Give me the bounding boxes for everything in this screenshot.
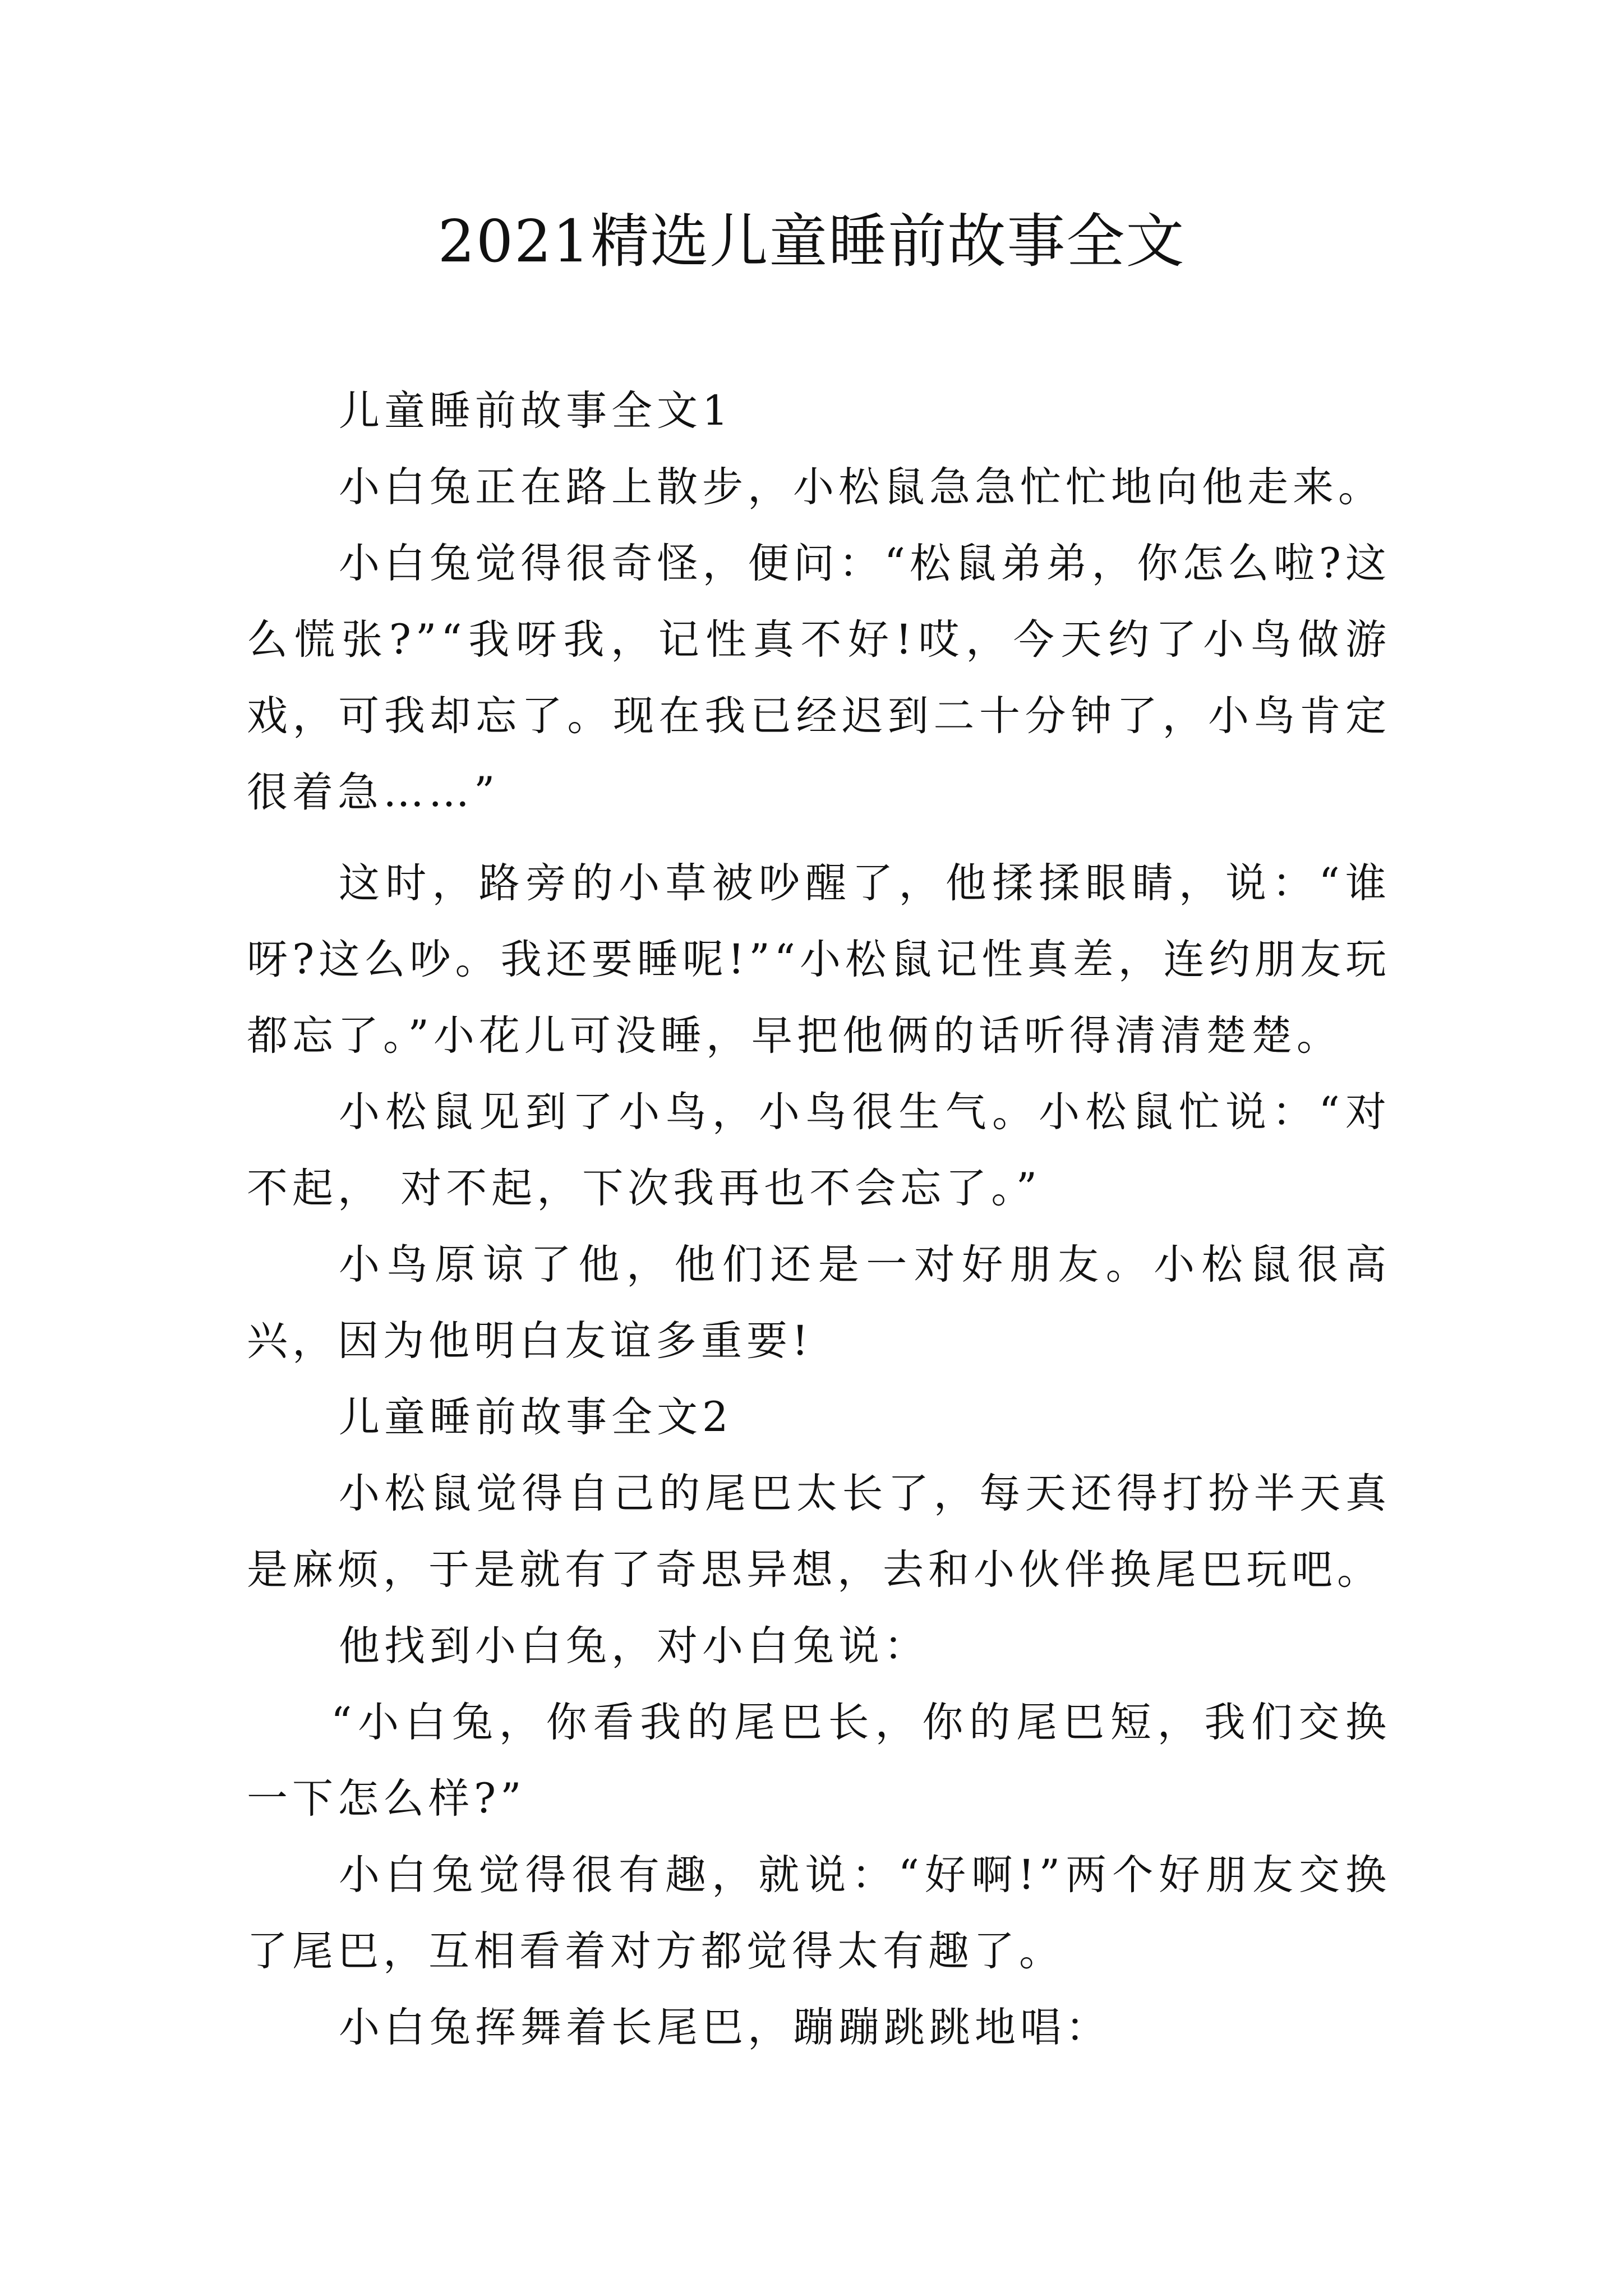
paragraph: 小白兔正在路上散步，小松鼠急急忙忙地向他走来。 [339,463,1384,511]
section-heading-1: 儿童睡前故事全文1 [339,387,733,435]
section-heading-2: 儿童睡前故事全文2 [339,1393,733,1441]
paragraph: 小松鼠见到了小鸟，小鸟很生气。小松鼠忙说：“对不起， 对不起，下次我再也不会忘了。” [247,1088,1391,1212]
paragraph: 小鸟原谅了他，他们还是一对好朋友。小松鼠很高兴，因为他明白友谊多重要! [247,1241,1391,1365]
paragraph: 他找到小白兔，对小白兔说： [339,1622,929,1670]
paragraph: “小白兔，你看我的尾巴长，你的尾巴短，我们交换一下怎么样?” [247,1699,1391,1823]
document-title: 2021精选儿童睡前故事全文 [437,207,1186,275]
paragraph: 这时，路旁的小草被吵醒了，他揉揉眼睛，说：“谁呀?这么吵。我还要睡呢!”“小松鼠记性真差，连约朋友玩都忘了。”小花儿可没睡，早把他俩的话听得清清楚楚。 [247,859,1391,1060]
paragraph: 小白兔觉得很奇怪，便问：“松鼠弟弟，你怎么啦?这么慌张?”“我呀我，记性真不好!哎，今天约了小鸟做游戏，可我却忘了。现在我已经迟到二十分钟了，小鸟肯定很着急……” [247,540,1391,816]
paragraph: 小白兔挥舞着长尾巴，蹦蹦跳跳地唱： [339,2004,1111,2051]
paragraph: 小松鼠觉得自己的尾巴太长了，每天还得打扮半天真是麻烦，于是就有了奇思异想，去和小伙伴换尾巴玩吧。 [247,1470,1391,1594]
paragraph: 小白兔觉得很有趣，就说：“好啊!”两个好朋友交换了尾巴，互相看着对方都觉得太有趣了。 [247,1851,1391,1975]
document-body [247,373,1391,2066]
